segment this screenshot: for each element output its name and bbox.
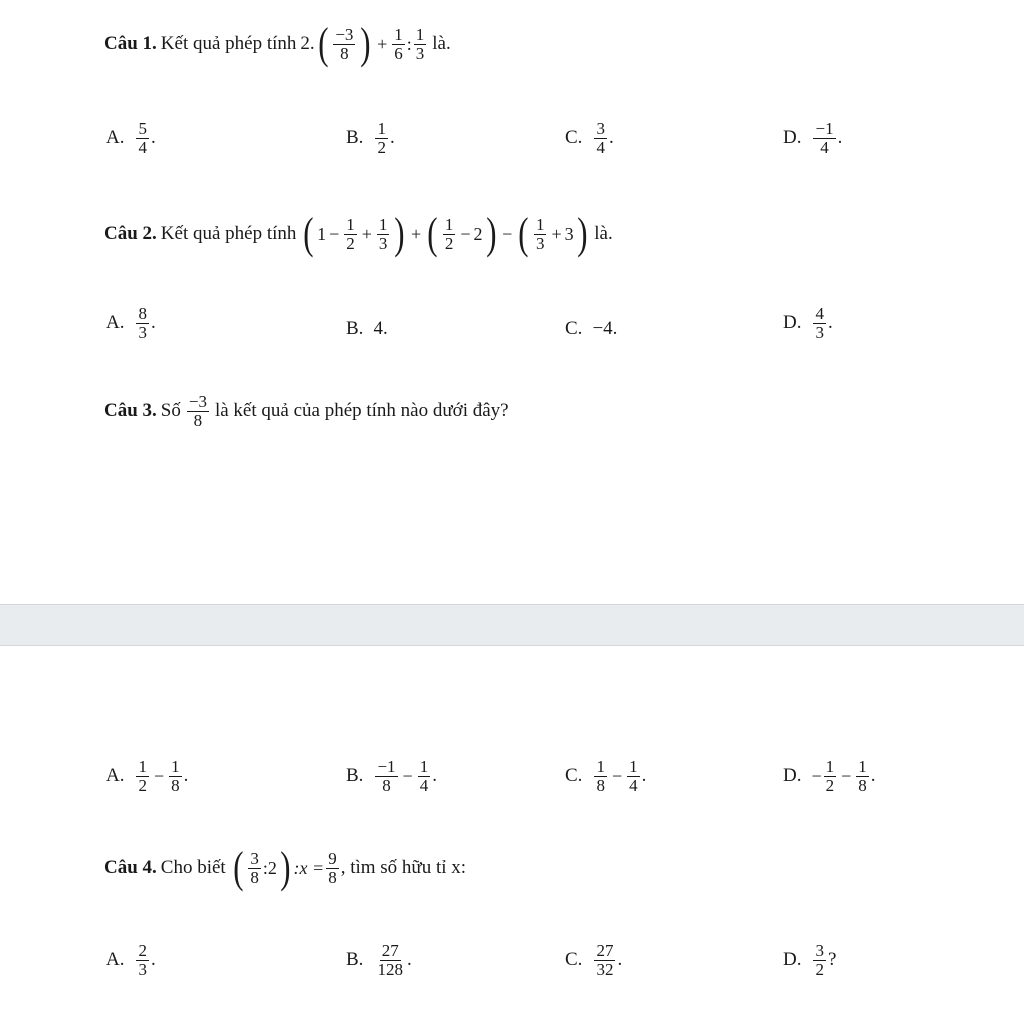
fraction: $\frac{1}{2}$ xyxy=(346,214,355,253)
question-text-end: là. xyxy=(594,223,613,244)
option-a[interactable]: A. $\frac{5}{4}$ . xyxy=(106,119,156,157)
fraction: $\frac{1}{3}$ xyxy=(415,24,425,63)
question-text: Kết quả phép tính xyxy=(160,33,297,54)
fraction: $\frac{1}{2}$ xyxy=(825,757,835,795)
fraction: $\frac{1}{2}$ xyxy=(377,119,386,157)
option-a[interactable]: A. $\frac{1}{2}$ − $\frac{1}{8}$ . xyxy=(106,757,189,795)
fraction: $\frac{1}{8}$ xyxy=(858,757,867,795)
option-b[interactable]: B. $\frac{-1}{8}$ − $\frac{1}{4}$ . xyxy=(346,757,437,795)
fraction: $\frac{8}{3}$ xyxy=(138,304,147,342)
fraction: $\frac{1}{6}$ xyxy=(394,24,403,63)
question-text: Số xyxy=(160,400,181,422)
fraction: $\frac{27}{128}$ xyxy=(377,941,403,979)
question-label: Câu 1. xyxy=(104,33,157,54)
question-text-end: , tìm số hữu tỉ x: xyxy=(340,857,467,878)
fraction: $\frac{5}{4}$ xyxy=(138,119,147,157)
question-label: Câu 3. xyxy=(104,400,157,422)
fraction: $\frac{3}{8}$ xyxy=(250,848,259,887)
paren-close: ) xyxy=(360,19,371,68)
fraction: $\frac{1}{4}$ xyxy=(629,757,638,795)
paren-open: ( xyxy=(317,19,329,68)
option-c[interactable]: C. $\frac{3}{4}$ . xyxy=(565,119,614,157)
fraction: $\frac{27}{32}$ xyxy=(596,941,614,979)
page-separator xyxy=(0,604,1024,646)
fraction: $\frac{3}{4}$ xyxy=(596,119,605,157)
option-c[interactable]: C. $\frac{27}{32}$ . xyxy=(565,941,623,979)
fraction: $\frac{1}{8}$ xyxy=(171,757,180,795)
option-b[interactable]: B. 4. xyxy=(346,318,388,339)
expression: ( $\frac{3}{8}$ : 2 ) :x = $\frac{9}{8}$ xyxy=(232,843,337,892)
option-a[interactable]: A. $\frac{8}{3}$ . xyxy=(106,304,156,342)
question-4 xyxy=(104,843,467,892)
question-label: Câu 4. xyxy=(104,857,157,878)
expression: ( 1 − $\frac{1}{2}$ + $\frac{1}{3}$ ) + ( $\frac{1}{2}$ − 2 ) − ( $\frac{1}{3}$ + 3 ) xyxy=(303,209,588,258)
option-a[interactable]: A. $\frac{2}{3}$ . xyxy=(106,941,156,979)
question-text-end: là. xyxy=(432,33,451,54)
fraction: $\frac{-1}{4}$ xyxy=(815,119,834,157)
fraction: $\frac{-3}{8}$ xyxy=(188,392,207,430)
fraction: $\frac{1}{2}$ xyxy=(138,757,147,795)
fraction: $\frac{1}{3}$ xyxy=(535,214,545,253)
question-label: Câu 2. xyxy=(104,223,157,244)
option-c[interactable]: C. −4. xyxy=(565,318,618,339)
question-text: Kết quả phép tính xyxy=(160,223,297,244)
expression: 2. ( $\frac{-3}{8}$ ) + $\frac{1}{6}$ : $\frac{1}{3}$ xyxy=(300,19,425,68)
fraction: $\frac{-1}{8}$ xyxy=(377,757,396,795)
question-text-end: là kết quả của phép tính nào dưới đây? xyxy=(214,400,509,422)
fraction: $\frac{1}{3}$ xyxy=(378,214,388,253)
fraction: $\frac{4}{3}$ xyxy=(815,304,824,342)
fraction: $\frac{3}{2}$ xyxy=(815,941,824,979)
option-d[interactable]: D. $\frac{3}{2}$ ? xyxy=(783,941,837,979)
fraction: $\frac{1}{4}$ xyxy=(419,757,429,795)
document-page-2 xyxy=(0,646,1024,1021)
fraction: $\frac{1}{8}$ xyxy=(596,757,605,795)
fraction: $\frac{-3}{8}$ xyxy=(335,24,354,63)
question-text: Cho biết xyxy=(160,857,226,878)
question-3 xyxy=(104,393,513,430)
option-b[interactable]: B. $\frac{1}{2}$ . xyxy=(346,119,395,157)
option-b[interactable]: B. $\frac{27}{128}$ . xyxy=(346,941,412,979)
question-2 xyxy=(104,209,617,258)
option-c[interactable]: C. $\frac{1}{8}$ − $\frac{1}{4}$ . xyxy=(565,757,647,795)
option-d[interactable]: D. $\frac{-1}{4}$ . xyxy=(783,119,843,157)
question-1 xyxy=(104,19,455,68)
fraction: $\frac{9}{8}$ xyxy=(328,848,337,887)
option-d[interactable]: D. − $\frac{1}{2}$ − $\frac{1}{8}$ . xyxy=(783,757,876,795)
fraction: $\frac{1}{2}$ xyxy=(444,214,454,253)
option-d[interactable]: D. $\frac{4}{3}$ . xyxy=(783,304,833,342)
fraction: $\frac{2}{3}$ xyxy=(138,941,147,979)
